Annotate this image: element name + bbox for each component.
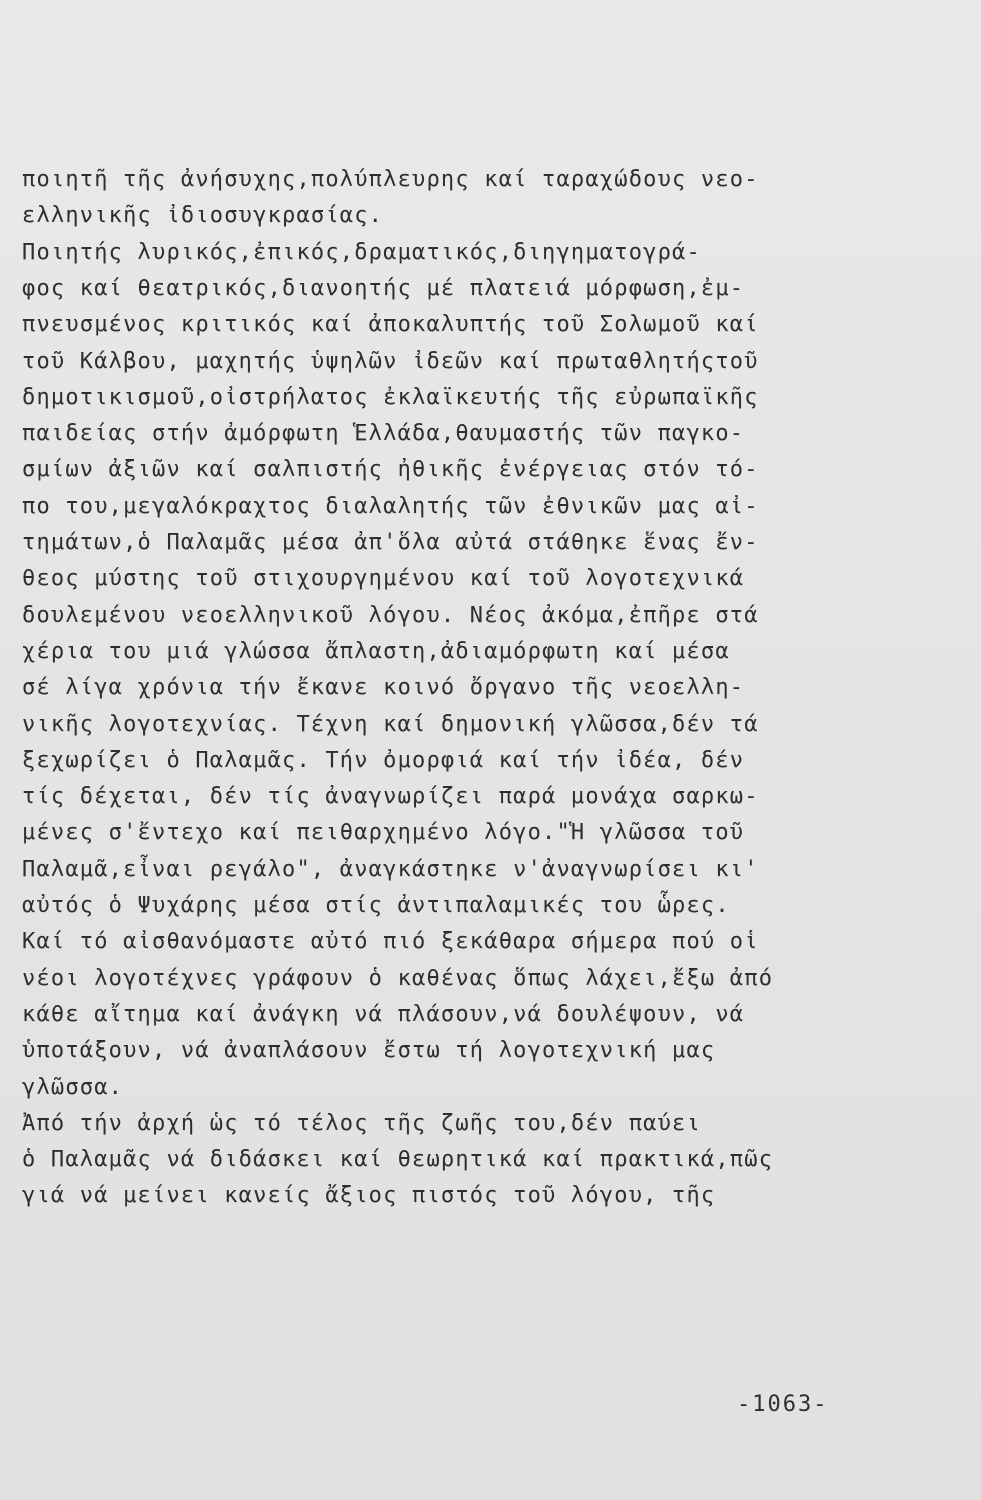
text-line: νέοι λογοτέχνες γράφουν ὁ καθένας ὅπως λάχει,ἔξω ἀπό [22,965,774,991]
text-line: φος καί θεατρικός,διανοητής μέ πλατειά μόρφωση,ἐμ- [22,275,745,301]
text-line: χέρια του μιά γλώσσα ἄπλαστη,ἀδιαμόρφωτη καί μέσα [22,638,730,664]
text-line: τίς δέχεται, δέν τίς ἀναγνωρίζει παρά μονάχα σαρκω- [22,784,759,810]
text-line: δουλεμένου νεοελληνικοῦ λόγου. Νέος ἀκόμα,ἐπῆρε στά [22,602,759,628]
text-line: νικῆς λογοτεχνίας. Τέχνη καί δημονική γλῶσσα,δέν τά [22,711,759,737]
text-line: Ἀπό τήν ἀρχή ὡς τό τέλος τῆς ζωῆς του,δέν παύει [22,1110,701,1136]
text-line: ὁ Παλαμᾶς νά διδάσκει καί θεωρητικά καί πρακτικά,πῶς [22,1147,774,1173]
text-line: Παλαμᾶ,εἶναι ρεγάλο", ἀναγκάστηκε ν'ἀναγνωρίσει κι' [22,856,759,882]
text-line: Ποιητής λυρικός,ἐπικός,δραματικός,διηγηματογρά- [22,239,701,265]
page-number: -1063- [737,1392,829,1417]
text-line: κάθε αἴτημα καί ἀνάγκη νά πλάσουν,νά δουλέψουν, νά [22,1001,745,1027]
text-line: ὑποτάξουν, νά ἀναπλάσουν ἔστω τή λογοτεχνική μας [22,1038,716,1064]
text-line: πνευσμένος κριτικός καί ἀποκαλυπτής τοῦ Σολωμοῦ καί [22,312,759,338]
text-line: αὐτός ὁ Ψυχάρης μέσα στίς ἀντιπαλαμικές του ὧρες. [22,893,730,918]
text-line: σμίων ἀξιῶν καί σαλπιστής ἠθικῆς ἐνέργειας στόν τό- [22,457,759,483]
text-line: παιδείας στήν ἀμόρφωτη Ἑλλάδα,θαυμαστής τῶν παγκο- [22,421,745,447]
text-line: ελληνικῆς ἰδιοσυγκρασίας. [22,203,384,229]
text-line: πο του,μεγαλόκραχτος διαλαλητής τῶν ἐθνικῶν μας αἰ- [22,493,759,519]
text-line: γιά νά μείνει κανείς ἄξιος πιστός τοῦ λόγου, τῆς [22,1183,716,1209]
text-line: ποιητῆ τῆς ἀνήσυχης,πολύπλευρης καί ταραχώδους νεο- [22,167,759,192]
text-line: τοῦ Κάλβου, μαχητής ὑψηλῶν ἰδεῶν καί πρωταθλητήςτοῦ [22,348,759,374]
text-line: ξεχωρίζει ὁ Παλαμᾶς. Τήν ὀμορφιά καί τήν ἰδέα, δέν [22,747,745,773]
text-line: θεος μύστης τοῦ στιχουργημένου καί τοῦ λογοτεχνικά [22,566,745,592]
text-line: τημάτων,ὁ Παλαμᾶς μέσα ἀπ'ὅλα αὐτά στάθηκε ἕνας ἔν- [22,530,759,555]
text-line: μένες σ'ἔντεχο καί πειθαρχημένο λόγο."Ἡ γλῶσσα τοῦ [22,820,745,846]
text-line: δημοτικισμοῦ,οἰστρήλατος ἐκλαϊκευτής τῆς εὐρωπαϊκῆς [22,384,759,410]
text-line: σέ λίγα χρόνια τήν ἔκανε κοινό ὄργανο τῆς νεοελλη- [22,675,745,701]
text-line: γλῶσσα. [22,1074,124,1100]
text-line: Καί τό αἰσθανόμαστε αὐτό πιό ξεκάθαρα σήμερα πού οἱ [22,929,759,955]
